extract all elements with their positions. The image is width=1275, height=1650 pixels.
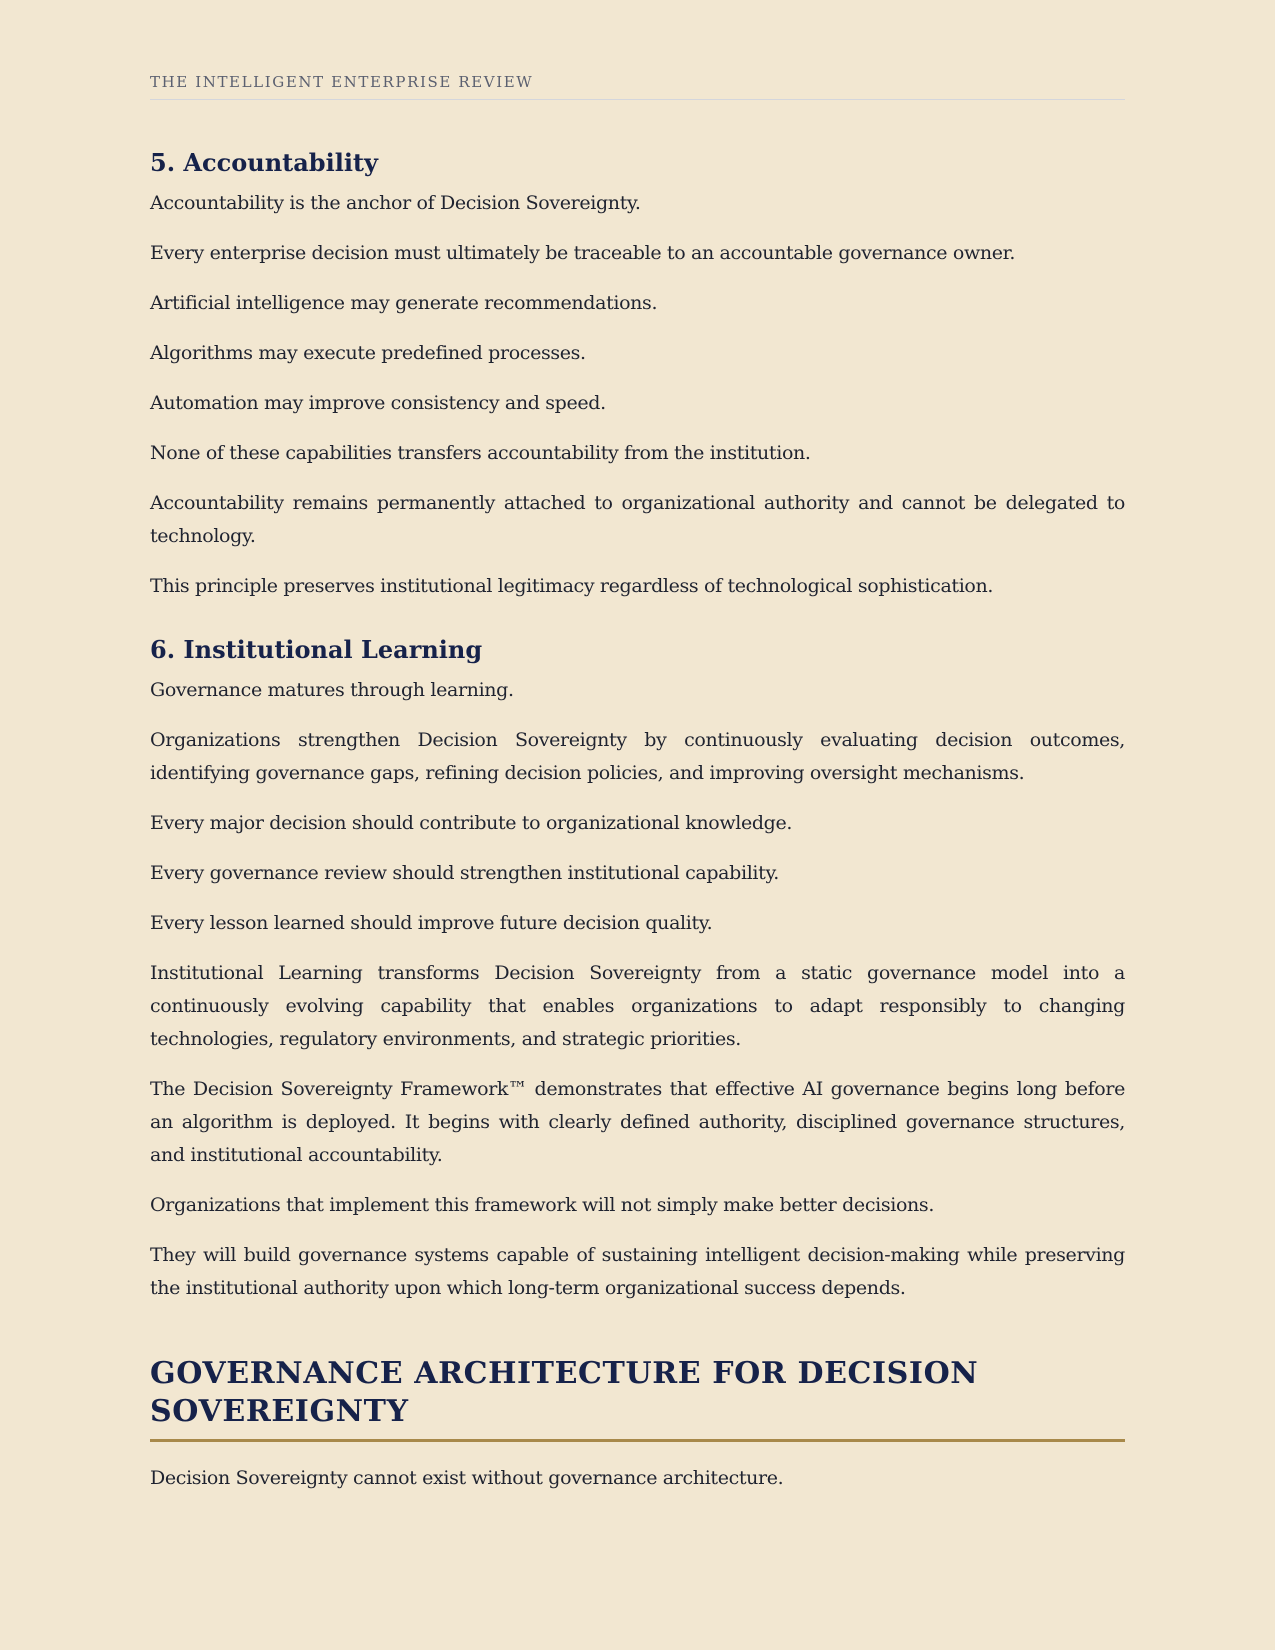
document-body (150, 148, 1125, 1512)
paragraph: Artificial intelligence may generate recommendations. (150, 292, 658, 314)
paragraph: Organizations that implement this framework will not simply make better decisions. (150, 1194, 935, 1216)
paragraph: They will build governance systems capable of sustaining intelligent decision-making while preserving the institutional authority upon which long-term organizational success depends. (150, 1244, 1125, 1299)
paragraph: Every lesson learned should improve future decision quality. (150, 912, 713, 934)
paragraph: Governance matures through learning. (150, 679, 514, 701)
paragraph: Accountability remains permanently attached to organizational authority and cannot be delegated to technology. (150, 492, 1125, 547)
section-heading-accountability: 5. Accountability (150, 148, 378, 177)
paragraph: Accountability is the anchor of Decision Sovereignty. (150, 192, 641, 214)
paragraph: None of these capabilities transfers accountability from the institution. (150, 442, 811, 464)
paragraph: Every governance review should strengthen institutional capability. (150, 862, 779, 884)
paragraph: Algorithms may execute predefined processes. (150, 342, 586, 364)
paragraph: Every enterprise decision must ultimately be traceable to an accountable governance owner. (150, 242, 1016, 264)
paragraph: Institutional Learning transforms Decision Sovereignty from a static governance model into a continuously evolving capability that enables organizations to adapt responsibly to changing technologies, regulatory environments, and strategic priorities. (150, 962, 1125, 1050)
paragraph: The Decision Sovereignty Framework™ demonstrates that effective AI governance begins long before an algorithm is deployed. It begins with clearly defined authority, disciplined governance structures, and institutional accountability. (150, 1078, 1125, 1166)
paragraph: Every major decision should contribute to organizational knowledge. (150, 812, 793, 834)
paragraph: Automation may improve consistency and speed. (150, 392, 606, 414)
running-header: THE INTELLIGENT ENTERPRISE REVIEW (150, 73, 1125, 100)
chapter-heading: GOVERNANCE ARCHITECTURE FOR DECISION SOVEREIGNTY (150, 1355, 1125, 1442)
paragraph: Decision Sovereignty cannot exist without governance architecture. (150, 1467, 784, 1489)
paragraph: Organizations strengthen Decision Sovereignty by continuously evaluating decision outcomes, identifying governance gaps, refining decision policies, and improving oversight mechanisms. (150, 729, 1125, 784)
section-heading-institutional-learning: 6. Institutional Learning (150, 635, 483, 664)
paragraph: This principle preserves institutional legitimacy regardless of technological sophistication. (150, 575, 994, 597)
